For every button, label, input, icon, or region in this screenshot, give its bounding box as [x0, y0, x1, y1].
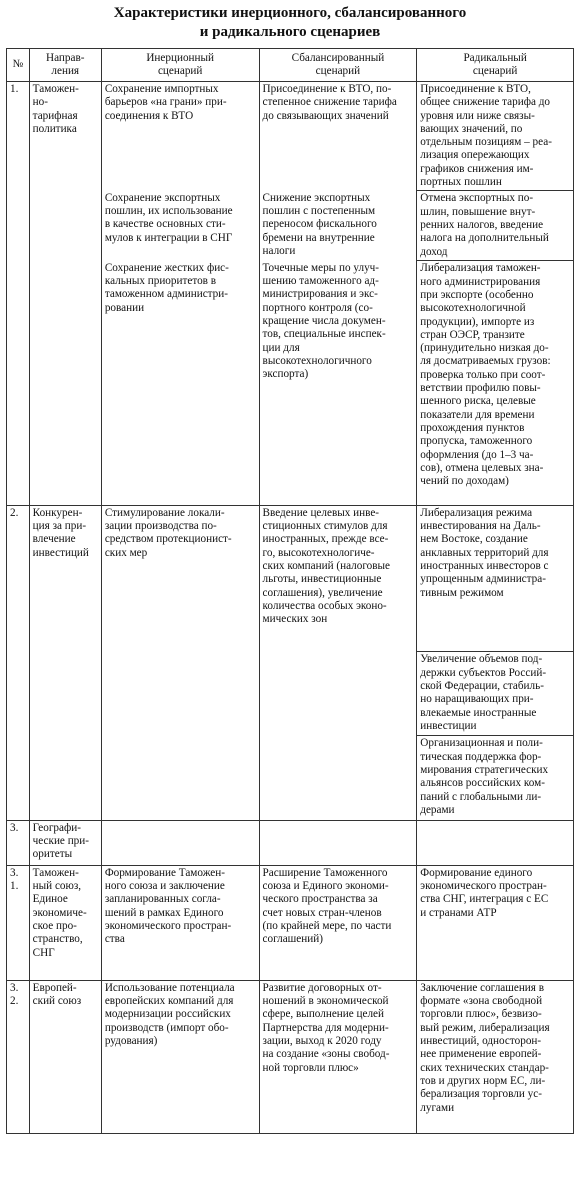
cell-balanced: Расширение Таможенного союза и Единого экономи- ческого пространства за счет новых стран-членов (по крайней мере, по части соглашений)	[259, 865, 417, 980]
cell-radical: Увеличение объемов под- держки субъектов Россий- ской Федерации, стабиль- но наращивающих при- влекаемые иностранные инвестиции	[417, 652, 574, 736]
cell-balanced: Развитие договорных от- ношений в экономической сфере, выполнение целей Партнерства для модерни- зации, выход к 2020 году на создание «зоны свобод- ной торговли плюс»	[259, 980, 417, 1133]
cell-radical: Либерализация режима инвестирования на Даль- нем Востоке, создание анклавных территорий для иностранных инвесторов с упрощенным администра- тивным режимом	[417, 505, 574, 652]
table-header-row	[7, 49, 574, 82]
cell-inertial	[101, 820, 259, 865]
row-direction: Таможен- ный союз, Единое экономиче- ское про- странство, СНГ	[29, 865, 101, 980]
row-num: 3. 1.	[7, 865, 30, 980]
cell-inertial: Использование потенциала европейских компаний для модернизации российских производств (импорт обо- рудования)	[101, 980, 259, 1133]
cell-radical: Отмена экспортных по- шлин, повышение внут- ренних налогов, введение налога на дополнительный доход	[417, 191, 574, 261]
table-row	[7, 865, 574, 980]
document-title	[0, 0, 580, 48]
title-line-1: Характеристики инерционного, сбалансированного	[113, 5, 467, 21]
table-row	[7, 505, 574, 652]
cell-balanced: Введение целевых инве- стиционных стимулов для иностранных, прежде все- го, высокотехнологиче- ских компаний (налоговые льготы, инвестиционные соглашения), увеличение количества особых эконо- мических зон	[259, 505, 417, 652]
cell-radical: Организационная и поли- тическая поддержка фор- мирования стратегических альянсов российских ком- паний с глобальными ли- дерами	[417, 736, 574, 821]
cell-balanced: Снижение экспортных пошлин с постепенным переносом фискального бремени на внутренние налоги	[259, 191, 417, 261]
cell-balanced	[259, 736, 417, 821]
cell-radical	[417, 820, 574, 865]
header-balanced: Сбалансированный сценарий	[259, 49, 417, 82]
cell-inertial: Сохранение импортных барьеров «на грани» при- соединения к ВТО	[101, 82, 259, 191]
cell-balanced: Точечные меры по улуч- шению таможенного ад- министрирования и экс- портного контроля (со- кращение числа докумен- тов, специальные инспек- ции для высокотехнологичного экспорта)	[259, 261, 417, 506]
cell-radical: Заключение соглашения в формате «зона свободной торговли плюс», безвизо- вый режим, либерализация инвестиций, односторон- нее применение европей- ских технических стандар- тов и других норм ЕС, ли- берализация торговли ус- лугами	[417, 980, 574, 1133]
cell-inertial: Сохранение жестких фис- кальных приоритетов в таможенном администри- ровании	[101, 261, 259, 506]
scenarios-table	[6, 48, 574, 1134]
cell-balanced	[259, 820, 417, 865]
row-direction: Таможен- но- тарифная политика	[29, 82, 101, 506]
cell-inertial: Формирование Таможен- ного союза и заключение запланированных согла- шений в рамках Единого экономического простран- ства	[101, 865, 259, 980]
row-direction: Географи- ческие при- оритеты	[29, 820, 101, 865]
title-line-2: и радикального сценариев	[199, 24, 381, 40]
row-num: 2.	[7, 505, 30, 820]
header-inertial: Инерционный сценарий	[101, 49, 259, 82]
row-num: 3. 2.	[7, 980, 30, 1133]
table-row	[7, 980, 574, 1133]
header-direction: Направ- ления	[29, 49, 101, 82]
header-num: №	[7, 49, 30, 82]
cell-inertial	[101, 736, 259, 821]
cell-balanced	[259, 652, 417, 736]
cell-radical: Формирование единого экономического простран- ства СНГ, интеграция с ЕС и странами АТР	[417, 865, 574, 980]
cell-inertial	[101, 652, 259, 736]
table-row	[7, 82, 574, 191]
cell-radical: Присоединение к ВТО, общее снижение тарифа до уровня или ниже связы- вающих значений, по отдельным позициям – реа- лизация опережающих графиков снижения им- портных пошлин	[417, 82, 574, 191]
cell-radical: Либерализация таможен- ного администрирования при экспорте (особенно высокотехнологичной продукции), импорте из стран ОЭСР, транзите (принудительно низкая до- ля досматриваемых грузов: проверка только при соот- ветствии профилю повы- шенного риска, целевые показатели для времени прохождения пунктов пропуска, таможенного оформления (до 1–3 ча- сов), отмена целевых зна- чений по доходам)	[417, 261, 574, 506]
table-row	[7, 820, 574, 865]
row-num: 3.	[7, 820, 30, 865]
row-num: 1.	[7, 82, 30, 506]
header-radical: Радикальный сценарий	[417, 49, 574, 82]
cell-balanced: Присоединение к ВТО, по- степенное снижение тарифа до связывающих значений	[259, 82, 417, 191]
cell-inertial: Сохранение экспортных пошлин, их использование в качестве основных сти- мулов к интеграции в СНГ	[101, 191, 259, 261]
cell-inertial: Стимулирование локали- зации производства по- средством протекционист- ских мер	[101, 505, 259, 652]
row-direction: Конкурен- ция за при- влечение инвестиций	[29, 505, 101, 820]
row-direction: Европей- ский союз	[29, 980, 101, 1133]
